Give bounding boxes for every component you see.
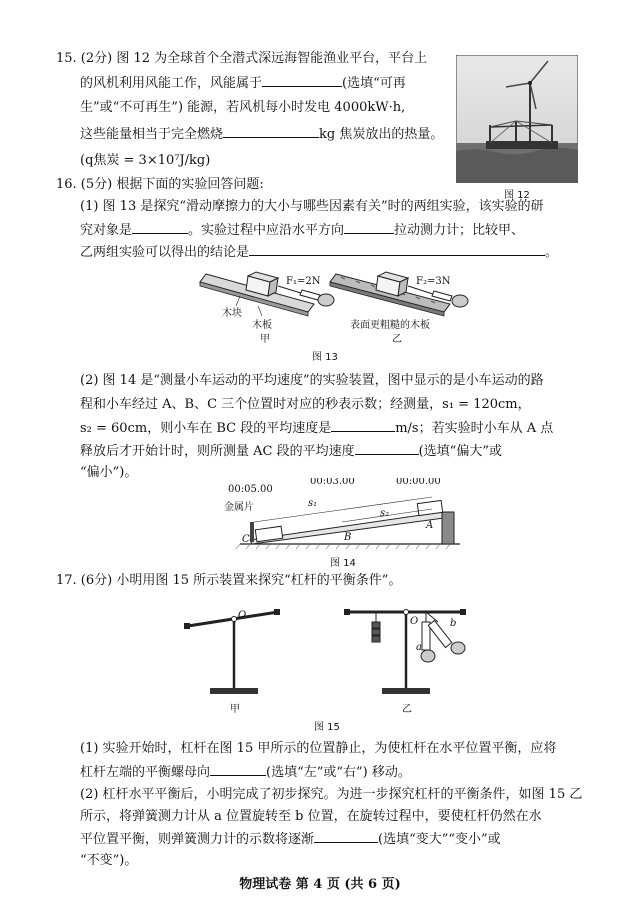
q16-p1-line2-text-c: 拉动测力计；比较甲、 [394, 223, 525, 238]
lever-right [344, 609, 466, 694]
q16-p2-line1: (2) 图 14 是“测量小车运动的平均速度”的实验装置，图中显示的是小车运动的路 [80, 373, 544, 388]
q17-p1-line2-text: 杠杆左端的平衡螺母向 [80, 765, 211, 780]
position-b-label: b [450, 618, 457, 629]
answer-blank[interactable] [249, 243, 545, 256]
hand-right [452, 295, 468, 307]
q15-line4-text-b: kg 焦炭放出的热量。 [319, 127, 444, 142]
answer-blank[interactable] [262, 74, 342, 87]
q16-p1-line3: 乙两组实验可以得出的结论是 。 [80, 245, 559, 260]
position-a-label: a [416, 642, 422, 653]
spring-scale-left [300, 290, 320, 300]
q15-line1: 15. (2分) 图 12 为全球首个全潜式深远海智能渔业平台，平台上 [56, 51, 428, 66]
q16-p2-line3-text: s₂ = 60cm，则小车在 BC 段的平均速度是 [80, 421, 332, 436]
q16-p1-line3-text: 乙两组实验可以得出的结论是 [80, 245, 250, 260]
answer-blank[interactable] [223, 125, 319, 138]
s1-label: s₁ [308, 498, 318, 509]
hand-left [318, 294, 334, 306]
metal-plate-label: 金属片 [224, 502, 254, 513]
q15-line2-text: 的风机利用风能工作，风能属于 [80, 76, 263, 91]
label-jia: 甲 [230, 704, 240, 715]
metal-plate [250, 522, 254, 542]
answer-blank[interactable] [344, 221, 394, 234]
board-label: 木板 [252, 320, 272, 331]
figure-13-caption: 图 13 [312, 352, 338, 363]
q17-p1-line2 [80, 763, 411, 781]
block-label: 木块 [222, 308, 242, 319]
hanging-weights [372, 612, 380, 642]
q16-p2-line4 [80, 442, 502, 460]
spring-scale-position-a [421, 612, 435, 662]
ramp-support [442, 512, 454, 544]
timer-b: 00:03.00 [310, 478, 355, 487]
spring-scale-right [432, 291, 452, 301]
timer-a: 00:00.00 [396, 478, 441, 487]
q17-p1-line2-text-b: (选填“左”或“右”) 移动。 [266, 765, 411, 780]
q15-line2-text-b: (选填“可再 [342, 76, 406, 91]
figure-15 [180, 592, 480, 716]
answer-blank[interactable] [355, 442, 419, 455]
label-jia: 甲 [260, 334, 270, 345]
q16-line1: 16. (5分) 根据下面的实验回答问题: [56, 177, 264, 192]
rough-board-label: 表面更粗糙的木板 [350, 320, 430, 331]
q16-p2-line3-text-b: m/s；若实验时小车从 A 点 [395, 421, 554, 436]
q17-p1-line1: (1) 实验开始时，杠杆在图 15 甲所示的位置静止，为使杠杆在水平位置平衡，应将 [80, 741, 557, 756]
answer-blank[interactable] [314, 830, 378, 843]
q16-p2-line2: 程和小车经过 A、B、C 三个位置时对应的秒表示数；经测量，s₁ = 120cm， [80, 397, 531, 412]
pivot-o-right: O [410, 616, 419, 627]
timer-c: 00:05.00 [228, 484, 273, 495]
q15-line4-text: 这些能量相当于完全燃烧 [80, 127, 224, 142]
force-label-f2: F₂=3N [416, 276, 451, 287]
q17-p2-line4: “不变”)。 [80, 853, 138, 868]
point-c: C [242, 534, 250, 545]
point-a: A [426, 520, 434, 531]
q15-line5: (q焦炭 = 3×10⁷J/kg) [80, 153, 211, 168]
q16-p1-line1: (1) 图 13 是探究“滑动摩擦力的大小与哪些因素有关”时的两组实验，该实验的研 [80, 199, 544, 214]
q16-p1-line2 [80, 221, 524, 239]
string-left [278, 286, 304, 294]
force-label-f1: F₁=2N [286, 276, 321, 287]
answer-blank[interactable] [132, 221, 188, 234]
q16-p2-line5: “偏小”)。 [80, 465, 138, 480]
figure-12-caption: 图 12 [504, 190, 530, 201]
q17-p2-line3-text-b: (选填“变大”“变小”或 [378, 832, 501, 847]
q17-p2-line1: (2) 杠杆水平平衡后，小明完成了初步探究。为进一步探究杠杆的平衡条件，如图 15 乙 [80, 787, 583, 802]
q16-p2-line4-text-b: (选填“偏大”或 [418, 444, 502, 459]
figure-15-caption: 图 15 [314, 722, 340, 733]
pivot-o-left: O [238, 610, 247, 621]
figure-13 [196, 262, 476, 346]
q16-p1-line2-text: 究对象是 [80, 223, 133, 238]
point-b: B [344, 532, 352, 543]
q17-p2-line3 [80, 830, 501, 848]
q17-line1: 17. (6分) 小明用图 15 所示装置来探究“杠杆的平衡条件”。 [56, 573, 402, 588]
figure-14 [220, 478, 470, 554]
q15-line4 [80, 125, 443, 143]
q17-p2-line2: 所示，将弹簧测力计从 a 位置旋转至 b 位置，在旋转过程中，要使杠杆仍然在水 [80, 809, 542, 824]
q16-p1-line2-text-b: 。实验过程中应沿水平方向 [188, 223, 345, 238]
q17-p2-line3-text: 平位置平衡，则弹簧测力计的示数将逐渐 [80, 832, 315, 847]
page-footer: 物理试卷 第 4 页 (共 6 页) [239, 877, 401, 892]
answer-blank[interactable] [210, 763, 266, 776]
q15-line2 [80, 74, 406, 92]
figure-14-caption: 图 14 [330, 558, 356, 569]
spring-scale-position-b [426, 612, 465, 654]
s1-arrow [254, 510, 340, 522]
s2-label: s₂ [380, 508, 390, 519]
label-yi: 乙 [392, 334, 402, 345]
label-yi: 乙 [402, 704, 412, 715]
q16-p2-line4-text: 释放后才开始计时，则所测量 AC 段的平均速度 [80, 444, 355, 459]
floor-hatch [236, 544, 450, 549]
figure-12-photo [456, 55, 578, 183]
answer-blank[interactable] [331, 419, 395, 432]
q15-line3: 生”或“不可再生”) 能源，若风机每小时发电 4000kW·h, [80, 100, 406, 115]
lever-left [184, 609, 280, 694]
q16-p2-line3 [80, 419, 553, 437]
